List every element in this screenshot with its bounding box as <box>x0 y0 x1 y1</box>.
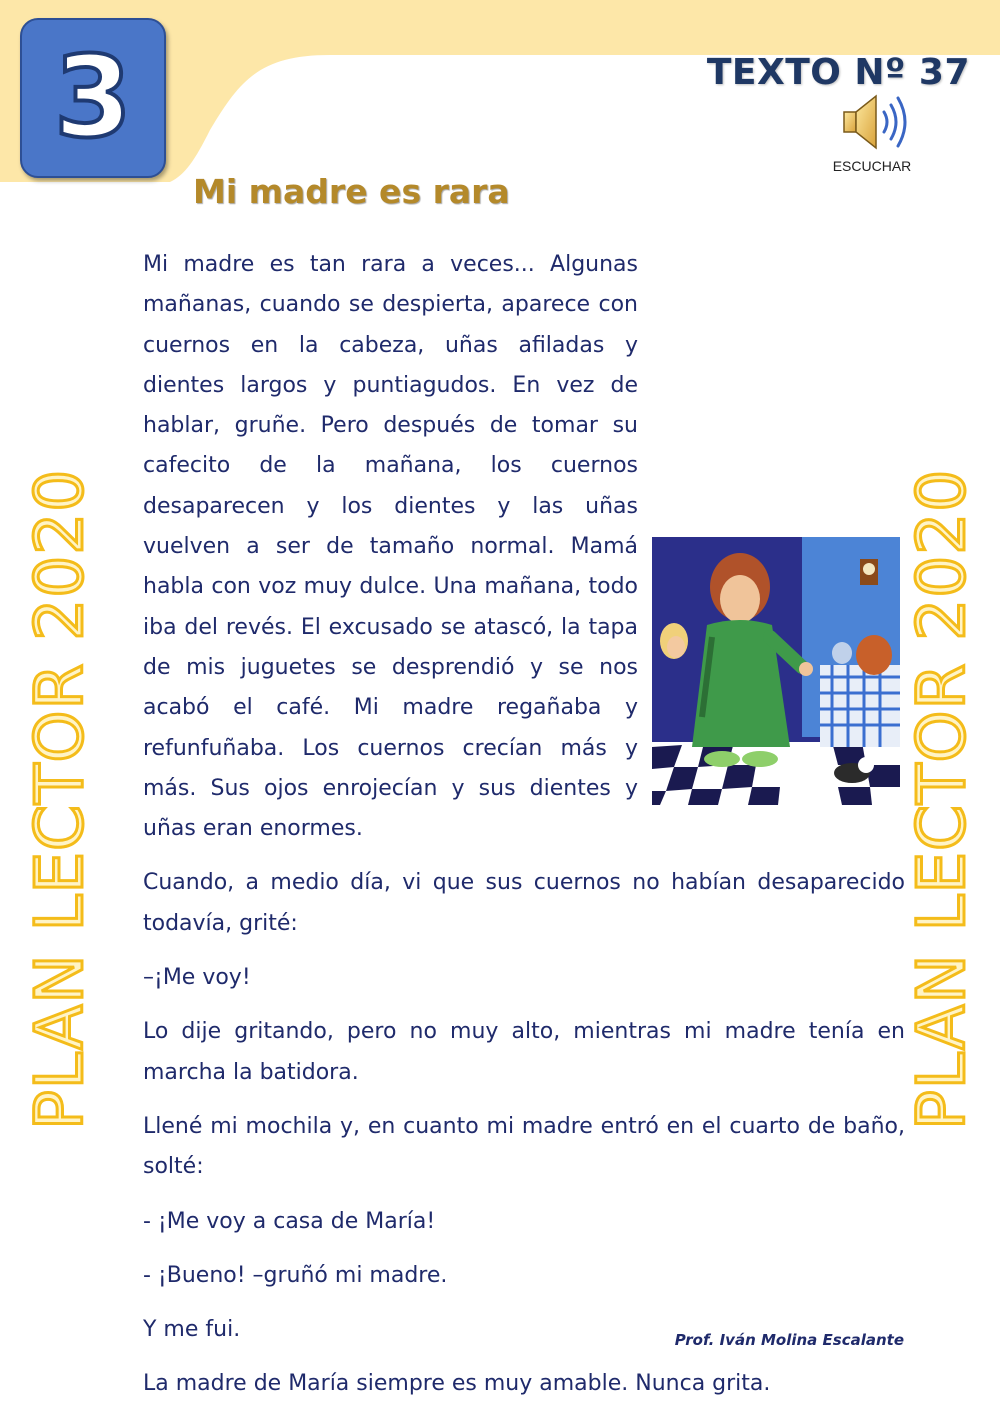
story-paragraph: Llené mi mochila y, en cuanto mi madre entró en el cuarto de baño, solté: <box>143 1113 905 1180</box>
side-banner-right: PLAN LECTOR 2020 <box>903 468 980 1130</box>
story-paragraph-intro: Mi madre es tan rara a veces... Algunas mañanas, cuando se despierta, aparece con cuernos en la cabeza, uñas afiladas y dientes largos y puntiagudos. En vez de hablar, gruñe. Pero después de tomar su cafecito de la mañana, los cuernos desaparecen y los dientes y las uñas vuelven a ser de tamaño normal. Mamá habla con voz muy dulce. Una mañana, todo iba del revés. El excusado se atascó, la tapa de mis juguetes se desprendió y se nos acabó el café. Mi madre regañaba y refunfuñaba. Los cuernos crecían más y más. Sus ojos enrojecían y sus dientes y uñas eran enormes. <box>143 245 905 849</box>
grade-number: 3 <box>54 33 132 163</box>
story-paragraph: Cuando, a medio día, vi que sus cuernos no habían desaparecido todavía, grité: <box>143 870 905 936</box>
story-body <box>143 245 905 1405</box>
story-paragraph: - ¡Me voy a casa de María! <box>143 1208 436 1234</box>
grade-badge <box>20 18 166 178</box>
listen-button[interactable] <box>822 92 922 182</box>
text-number: TEXTO Nº 37 <box>706 52 970 93</box>
story-paragraph: - ¡Bueno! –gruñó mi madre. <box>143 1262 448 1288</box>
listen-label[interactable]: ESCUCHAR <box>832 158 912 174</box>
story-illustration <box>652 537 900 805</box>
story-paragraph: La madre de María siempre es muy amable. Nunca grita. <box>143 1371 771 1397</box>
story-paragraph: Y me fui. <box>143 1317 241 1343</box>
story-paragraph: –¡Me voy! <box>143 965 251 991</box>
side-banner-left: PLAN LECTOR 2020 <box>21 468 98 1130</box>
speaker-icon[interactable] <box>832 92 912 152</box>
author-credit: Prof. Iván Molina Escalante <box>674 1331 904 1349</box>
story-title: Mi madre es rara <box>193 172 510 211</box>
story-paragraph: Lo dije gritando, pero no muy alto, mientras mi madre tenía en marcha la batidora. <box>143 1019 905 1085</box>
